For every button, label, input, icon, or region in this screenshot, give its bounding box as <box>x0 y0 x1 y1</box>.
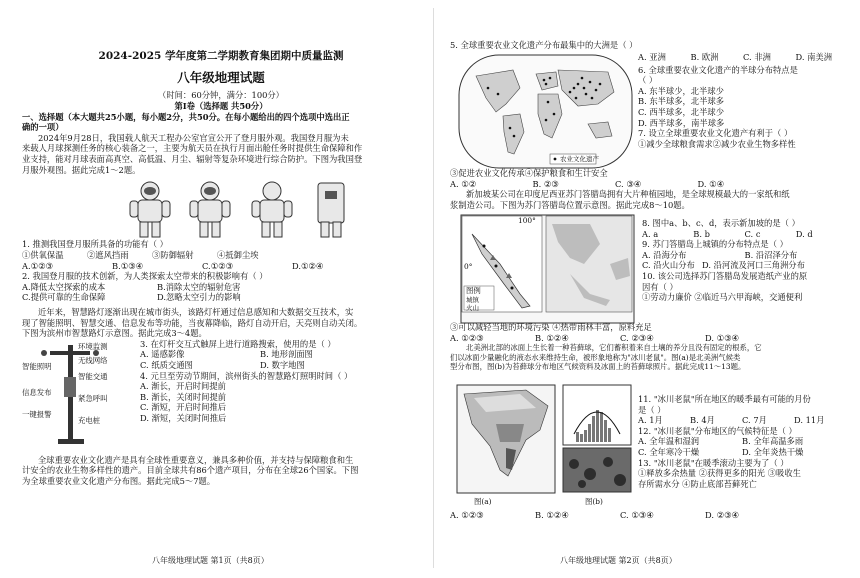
q11-option[interactable]: B. 4月 <box>690 415 715 426</box>
question-1: 1. 推测我国登月服所具备的功能有（ ） <box>22 239 168 250</box>
question-11-cont: 是（ ） <box>638 404 666 415</box>
q11-option[interactable]: D. 11月 <box>794 415 825 426</box>
q10-items: ①劳动力廉价 ②临近马六甲海峡，交通便利 <box>642 292 803 303</box>
q5-option[interactable]: C. 非洲 <box>743 52 771 62</box>
map-longitude-label: 100° <box>518 216 536 225</box>
q8-option[interactable]: B. b <box>693 228 710 239</box>
passage3-line: 全球重要农业文化遗产是具有全球性重要意义，兼具多种价值，并支持与保障粮食和生 <box>38 454 354 465</box>
lamp-label: 智能交通 <box>78 372 108 382</box>
map-legend-title: 图例 <box>466 286 481 295</box>
q7-items-2: ③促进农业文化传承④保护粮食和生计安全 <box>450 168 608 178</box>
question-5: 5. 全球重要农业文化遗产分布最集中的大洲是（ ） <box>450 40 638 50</box>
q7-option[interactable]: B. ②③ <box>532 178 559 189</box>
q2-option[interactable]: B.消除太空的辐射危害 <box>157 281 241 292</box>
question-10: 10. 该公司选择苏门答腊岛发展造纸产业的原 <box>642 271 808 282</box>
q6-option[interactable]: B. 东半球多，北半球多 <box>638 96 725 107</box>
question-12: 12. "冰川老鼠"分布地区的气候特征是（ ） <box>638 425 797 436</box>
climate-chart-and-photo <box>562 384 632 494</box>
q12-option[interactable]: D. 全年炎热干燥 <box>742 447 804 458</box>
q8-option[interactable]: D. d <box>795 228 813 239</box>
passage5-line: 型分布图，图(b)为苔藓球分布地区气候资料及冰面上的苔藓球照片。据此完成11～13题。 <box>450 362 746 372</box>
q1-item: ②遮风挡雨 <box>87 249 129 260</box>
passage5-line: 们以冰面少量融化的液态水来维持生命，被形象地称为"冰川老鼠"。图(a)是北美洲气候类 <box>450 352 741 362</box>
q6-option[interactable]: A. 东半球少，北半球少 <box>638 85 724 96</box>
north-america-climate-map <box>456 384 556 494</box>
q3-option[interactable]: A. 遥感影像 <box>140 349 185 360</box>
q10-option[interactable]: A. ①②③ <box>450 332 484 343</box>
q7-option[interactable]: D. ①④ <box>697 178 725 189</box>
q13-items-2: 存所需水分 ④防止底部苔藓死亡 <box>638 478 757 489</box>
q10-option[interactable]: C. ②③④ <box>620 332 654 343</box>
passage1-line: 业支持，能对月球表面高真空、高低温、月尘、辐射等复杂环境进行综合防护。下图为我国登 <box>22 154 363 165</box>
lamp-label: 充电桩 <box>78 416 101 426</box>
map-latitude-label: 0° <box>464 262 473 271</box>
question-6-cont: （ ） <box>638 75 658 86</box>
lamp-label: 智能照明 <box>22 361 52 371</box>
question-10-cont: 因有（ ） <box>642 281 678 292</box>
q6-option[interactable]: C. 西半球多，北半球少 <box>638 107 724 118</box>
q5-option[interactable]: D. 南美洲 <box>795 52 833 62</box>
page-divider <box>433 8 434 568</box>
page-footer: 八年级地理试题 第1页（共8页） <box>152 556 269 565</box>
question-9: 9. 苏门答腊岛上城镇的分布特点是（ ） <box>642 239 788 250</box>
spacesuit-figure <box>122 179 352 239</box>
q3-option[interactable]: B. 地形剖面图 <box>260 348 313 359</box>
q7-option[interactable]: A. ①② <box>450 178 477 189</box>
lamp-label: 环境监测 <box>78 341 108 351</box>
q1-option[interactable]: A.①②③ <box>22 260 53 271</box>
question-7: 7. 设立全球重要农业文化遗产有利于（ ） <box>638 128 793 139</box>
q13-option[interactable]: A. ①②③ <box>450 510 484 520</box>
passage1-line: 2024年9月28日，我国载人航天工程办公室官宣公开了登月服外观。我国登月服为未 <box>38 132 349 143</box>
sumatra-location-map <box>460 214 635 324</box>
q13-option[interactable]: D. ②③④ <box>705 510 739 520</box>
time-score: （时间：60分钟，满分：100分） <box>158 90 284 101</box>
passage2-line: 现了智能照明、智慧交通、信息发布等功能，当夜幕降临，路灯自动开启，天亮则自动关闭。 <box>22 317 363 328</box>
lamp-label: 紧急呼叫 <box>78 394 108 404</box>
q4-option[interactable]: B. 渐长，关闭时间提前 <box>140 391 227 402</box>
q8-option[interactable]: C. c <box>744 228 761 239</box>
q1-item: ③防御辐射 <box>152 249 194 260</box>
q13-option[interactable]: C. ①③④ <box>620 510 654 520</box>
question-6: 6. 全球重要农业文化遗产的半球分布特点是 <box>638 64 798 75</box>
legend-town: 城镇 <box>466 296 479 304</box>
q9-option[interactable]: D. 沿河流及河口三角洲分布 <box>702 260 805 271</box>
passage5-line: 北美洲北部的冰面上生长着一种苔藓球，它们蓄积着来自土壤的养分且没有固定的根系，它 <box>466 343 762 353</box>
q4-option[interactable]: D. 渐短，关闭时间推后 <box>140 413 227 424</box>
q12-option[interactable]: A. 全年温和湿润 <box>638 436 700 447</box>
lamp-label: 无线网络 <box>78 355 108 365</box>
lamp-label: 一键报警 <box>22 410 52 420</box>
q12-option[interactable]: B. 全年高温多雨 <box>742 436 804 447</box>
question-8: 8. 图中a、b、c、d，表示新加坡的是（ ） <box>642 218 800 228</box>
question-11: 11. "冰川老鼠"所在地区的暖季最有可能的月份 <box>638 394 811 404</box>
instruction-line1: 一、选择题（本大题共25小题，每小题2分，共50分。在每小题给出的四个选项中选出正 <box>22 111 350 122</box>
exam-subtitle: 八年级地理试题 <box>177 70 265 86</box>
q6-option[interactable]: D. 西半球多，南半球多 <box>638 117 725 128</box>
q1-item: ①供氧保温 <box>22 249 64 260</box>
page-footer: 八年级地理试题 第2页（共8页） <box>560 556 677 565</box>
q10-option[interactable]: B. ①②④ <box>535 332 569 343</box>
q9-option[interactable]: A. 沿海分布 <box>642 249 687 260</box>
q1-option[interactable]: C.①②③ <box>202 260 234 271</box>
q2-option[interactable]: D.忽略太空引力的影响 <box>157 292 241 303</box>
q4-option[interactable]: A. 渐长，开启时间提前 <box>140 381 226 392</box>
q11-option[interactable]: C. 7月 <box>742 415 767 426</box>
figure-a-caption: 图(a) <box>474 497 492 506</box>
exam-title: 2024-2025 学年度第二学期教育集团期中质量监测 <box>98 50 344 62</box>
q4-option[interactable]: C. 渐短，开启时间推后 <box>140 402 226 413</box>
passage3-line: 为全球重要农业文化遗产分布图。据此完成5～7题。 <box>22 476 216 487</box>
passage1-line: 月服外观图。据此完成1～2题。 <box>22 164 141 175</box>
map-legend-label: 农业文化遗产 <box>560 155 599 163</box>
question-13: 13. "冰川老鼠"在暖季滚动主要为了（ ） <box>638 457 789 468</box>
q1-option[interactable]: B.①③④ <box>112 260 144 271</box>
q1-option[interactable]: D.①②④ <box>292 260 324 271</box>
q3-option[interactable]: C. 纸质交通图 <box>140 360 193 371</box>
q3-option[interactable]: D. 数字地图 <box>260 359 305 370</box>
q10-items-2: ③可以减轻当地的环境污染 ④热带雨林丰富，原料充足 <box>450 322 652 332</box>
lamp-label: 信息发布 <box>22 387 52 397</box>
question-3: 3. 在灯杆交互式触屏上进行道路搜索，使用的是（ ） <box>140 338 336 349</box>
figure-b-caption: 图(b) <box>585 497 603 506</box>
q2-option[interactable]: A.降低太空探索的成本 <box>22 281 106 292</box>
passage2-line: 下图为滨州市智慧路灯示意图。据此完成3～4题。 <box>22 328 207 339</box>
q1-item: ④抵御尘埃 <box>217 249 259 260</box>
q13-items: ①释放多余热量 ②获得更多的阳光 ③吸收生 <box>638 468 801 479</box>
passage3-line: 计安全的农业生物多样性的遗产。目前全球共有86个遗产项目，分布在全球26个国家。下图 <box>22 465 359 476</box>
question-4: 4. 元旦至劳动节期间，滨州街头的智慧路灯照明时间（ ） <box>140 370 353 381</box>
section-title: 第Ⅰ卷（选择题 共50分） <box>174 101 268 112</box>
instruction-line2: 确的一项） <box>22 122 64 133</box>
passage2-line: 近年来，智慧路灯逐渐出现在城市街头，该路灯杆通过信息感知和大数据交互技术，实 <box>38 306 354 317</box>
q13-option[interactable]: B. ①②④ <box>535 510 569 520</box>
q5-option[interactable]: B. 欧洲 <box>690 52 719 62</box>
passage1-line: 来载人月球探测任务的核心装备之一，主要为航天员在执行月面出舱任务时提供生命保障和作 <box>22 143 363 154</box>
q9-option[interactable]: B. 沿沼泽分布 <box>744 249 798 260</box>
left-page <box>22 0 420 578</box>
right-page <box>450 0 845 578</box>
q9-option[interactable]: C. 沿火山分布 <box>642 260 695 271</box>
q5-option[interactable]: A. 亚洲 <box>638 52 666 62</box>
q7-items: ①减少全球粮食需求②减少农业生物多样性 <box>638 138 796 149</box>
passage4-line: 新加坡某公司在印度尼西亚苏门答腊岛拥有大片种植园地，是全球规模最大的一家纸和纸 <box>466 189 790 200</box>
q8-option[interactable]: A. a <box>642 228 659 239</box>
question-2: 2. 我国登月服的技术创新，为人类探索太空带来的积极影响有（ ） <box>22 271 268 282</box>
legend-volcano: 火山 <box>466 304 479 312</box>
q11-option[interactable]: A. 1月 <box>638 415 663 426</box>
world-heritage-map <box>458 54 633 169</box>
q12-option[interactable]: C. 全年寒冷干燥 <box>638 447 700 458</box>
q7-option[interactable]: C. ③④ <box>615 178 642 189</box>
q2-option[interactable]: C.提供可靠的生命保障 <box>22 292 106 303</box>
q10-option[interactable]: D. ①③④ <box>705 332 739 343</box>
passage4-line: 浆制造公司。下图为苏门答腊岛位置示意图。据此完成8～10题。 <box>450 199 690 210</box>
